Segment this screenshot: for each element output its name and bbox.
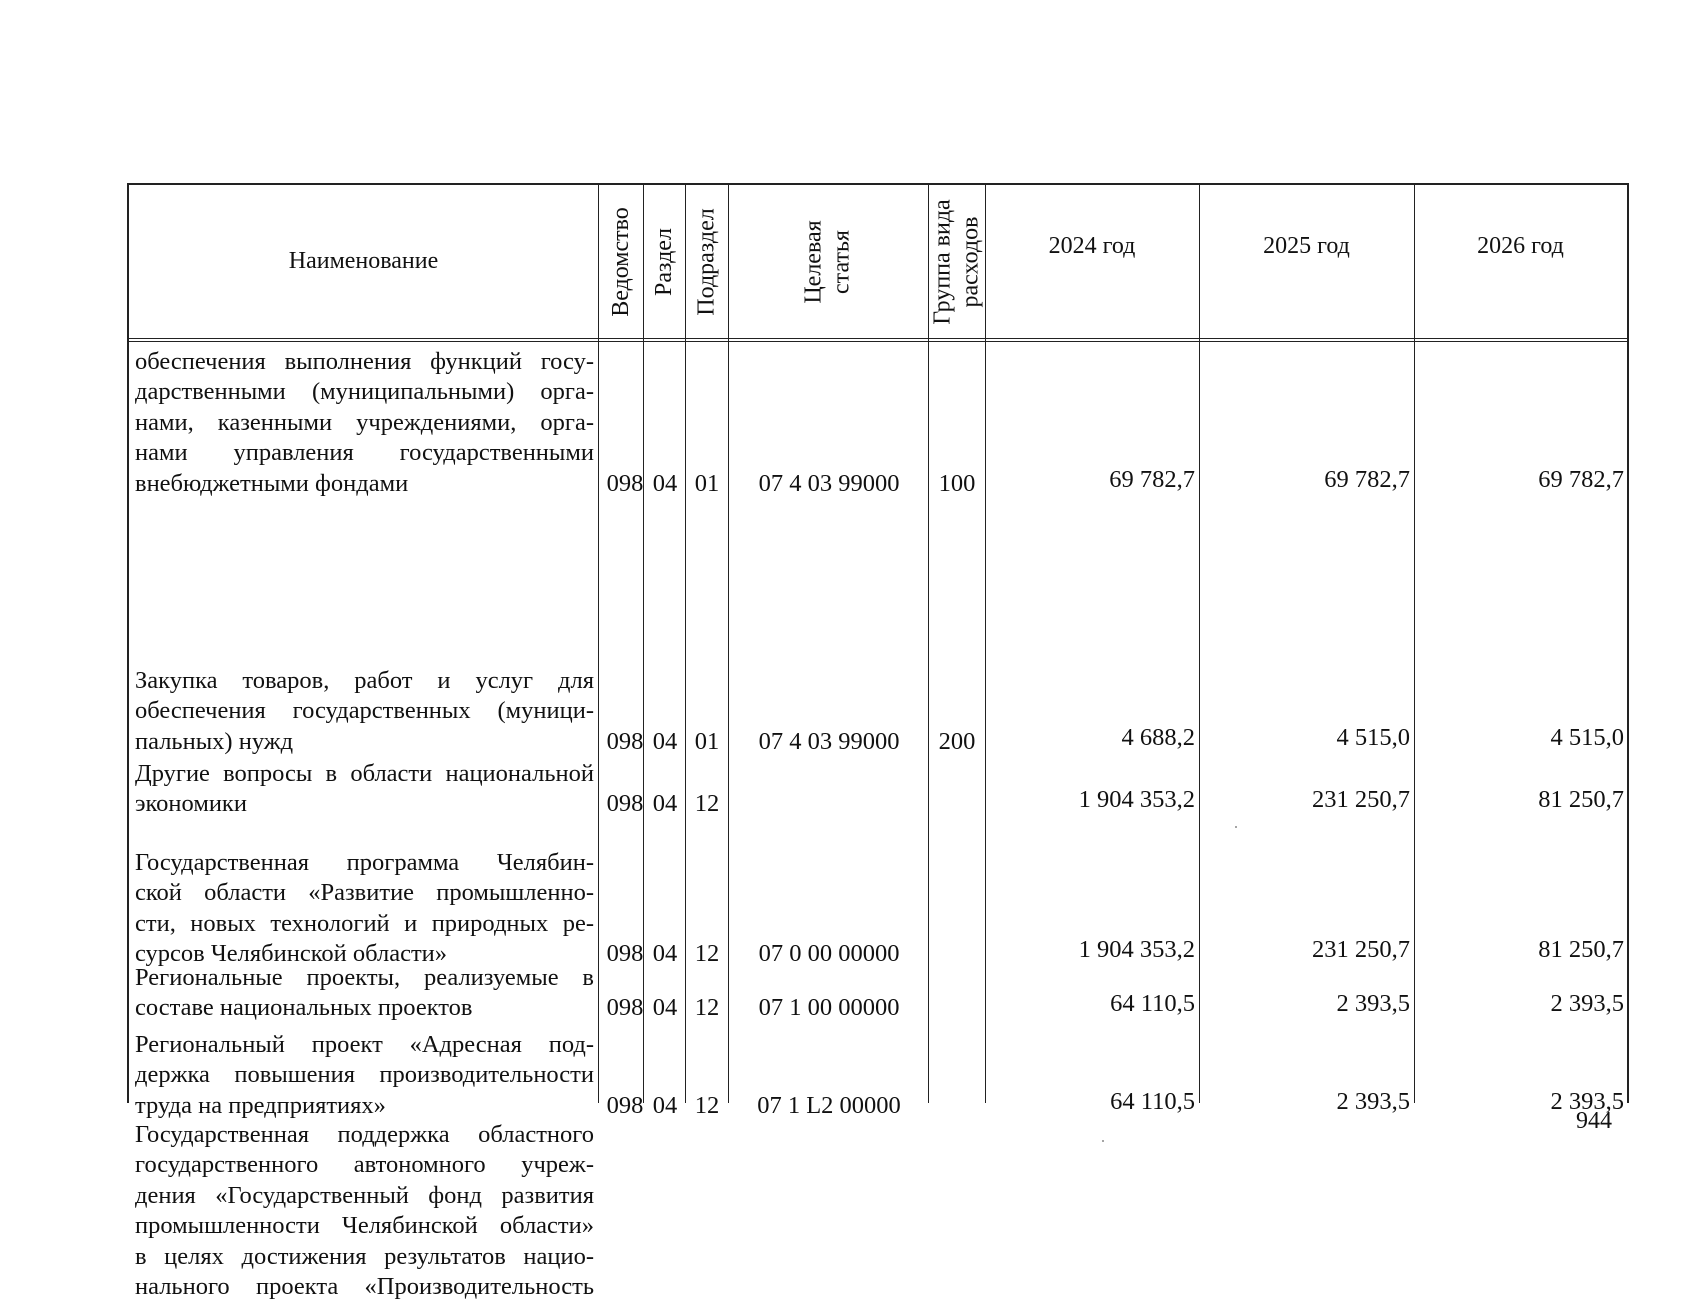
- header-podrazdel: [685, 185, 728, 338]
- cell-razdel: 04: [652, 469, 678, 497]
- cell-razdel: 04: [652, 994, 678, 1022]
- cell-razdel: 04: [652, 940, 678, 968]
- header-2024-label: 2024 год: [1048, 233, 1136, 259]
- row-name-line: Закупка товаров, работ и услуг для: [135, 667, 594, 694]
- cell-podrazdel: 12: [694, 790, 720, 818]
- header-2026-label: 2026 год: [1477, 233, 1564, 259]
- header-podrazdel-label: Подраздел: [693, 207, 720, 316]
- header-celevaya-line2: статья: [828, 229, 855, 294]
- header-divider: [129, 338, 1627, 339]
- row-name-line: обеспечения выполнения функций госу-: [135, 348, 594, 375]
- row-name: [135, 1030, 594, 1121]
- cell-y2025: 69 782,7: [1324, 465, 1410, 493]
- header-name: [129, 185, 598, 338]
- row-name: [135, 963, 594, 1024]
- header-divider-thin: [129, 341, 1627, 342]
- cell-y2026: 2 393,5: [1550, 1087, 1624, 1115]
- cell-razdel: 04: [652, 727, 678, 755]
- cell-celevaya: 07 1 00 00000: [758, 994, 900, 1022]
- row-name-line: сти, новых технологий и природных ре-: [135, 909, 594, 937]
- cell-y2026: 81 250,7: [1538, 936, 1624, 964]
- cell-podrazdel: 12: [694, 1091, 720, 1119]
- cell-razdel: 04: [652, 1091, 678, 1119]
- cell-ved: 098: [606, 940, 644, 968]
- cell-podrazdel: 01: [694, 469, 720, 497]
- cell-y2024: 1 904 353,2: [1078, 786, 1195, 814]
- header-celevaya-line1: Целевая: [800, 219, 827, 304]
- cell-y2025: 2 393,5: [1336, 1087, 1410, 1115]
- cell-y2024: 1 904 353,2: [1078, 936, 1195, 964]
- cell-y2025: 231 250,7: [1312, 936, 1410, 964]
- cell-y2024: 64 110,5: [1110, 990, 1195, 1018]
- row-name-line: труда на предприятиях»: [135, 1091, 386, 1119]
- header-gruppa-line2: расходов: [957, 216, 984, 307]
- row-name: [135, 759, 594, 820]
- header-2025-label: 2025 год: [1263, 233, 1350, 259]
- header-razdel-label: Раздел: [651, 227, 678, 296]
- col-divider: [685, 185, 686, 1103]
- cell-celevaya: 07 4 03 99000: [758, 727, 900, 755]
- row-name-line: держка повышения производительности: [135, 1061, 594, 1089]
- row-name: [135, 848, 594, 970]
- row-name: [135, 1120, 594, 1302]
- row-name-line: Другие вопросы в области национальной: [135, 760, 594, 787]
- scan-speck: [1235, 826, 1237, 828]
- cell-celevaya: 07 4 03 99000: [758, 469, 900, 497]
- header-vedomstvo-label: Ведомство: [607, 206, 634, 317]
- cell-ved: 098: [606, 790, 644, 818]
- row-name-line: составе национальных проектов: [135, 994, 473, 1022]
- col-divider: [598, 185, 599, 1103]
- cell-y2024: 4 688,2: [1121, 723, 1195, 751]
- scan-speck: [1102, 1140, 1104, 1142]
- header-gruppa-line1: Группа вида: [929, 198, 956, 325]
- header-celevaya-label: [800, 220, 856, 303]
- header-name-label: Наименование: [288, 248, 439, 274]
- row-name-line: дарственными (муниципальными) орга-: [135, 378, 594, 406]
- header-2026: [1414, 185, 1627, 338]
- header-gruppa: [928, 185, 985, 338]
- cell-y2026: 69 782,7: [1538, 465, 1624, 493]
- row-name-line: дения «Государственный фонд развития: [135, 1181, 594, 1209]
- row-name-line: пальных) нужд: [135, 727, 294, 755]
- row-name-line: Государственная поддержка областного: [135, 1121, 594, 1148]
- row-name-line: внебюджетными фондами: [135, 469, 409, 497]
- col-divider: [985, 185, 986, 1103]
- row-name-line: Региональный проект «Адресная под-: [135, 1031, 594, 1058]
- cell-y2024: 64 110,5: [1110, 1087, 1195, 1115]
- header-gruppa-label: [929, 199, 985, 324]
- cell-podrazdel: 12: [694, 994, 720, 1022]
- cell-ved: 098: [606, 1091, 644, 1119]
- cell-celevaya: 07 1 L2 00000: [757, 1091, 901, 1119]
- row-name: [135, 666, 594, 757]
- cell-gruppa: 200: [938, 727, 976, 755]
- row-name-line: нами управления государственными: [135, 439, 594, 467]
- cell-ved: 098: [606, 469, 644, 497]
- cell-podrazdel: 12: [694, 940, 720, 968]
- cell-ved: 098: [606, 727, 644, 755]
- row-name-line: нами, казенными учреждениями, орга-: [135, 408, 594, 436]
- row-name-line: в целях достижения результатов нацио-: [135, 1242, 594, 1270]
- header-vedomstvo: [598, 185, 643, 338]
- row-name-line: обеспечения государственных (муници-: [135, 697, 594, 725]
- row-name-line: ской области «Развитие промышленно-: [135, 879, 594, 907]
- cell-y2025: 2 393,5: [1336, 990, 1410, 1018]
- row-name-line: нального проекта «Производительность: [135, 1273, 594, 1301]
- cell-y2026: 4 515,0: [1550, 723, 1624, 751]
- page-number: 944: [1576, 1108, 1612, 1134]
- cell-podrazdel: 01: [694, 727, 720, 755]
- header-razdel: [643, 185, 685, 338]
- row-name-line: промышленности Челябинской области»: [135, 1212, 594, 1240]
- cell-y2026: 81 250,7: [1538, 786, 1624, 814]
- row-name-line: экономики: [135, 790, 247, 818]
- cell-y2024: 69 782,7: [1109, 465, 1195, 493]
- cell-ved: 098: [606, 994, 644, 1022]
- cell-y2026: 2 393,5: [1550, 990, 1624, 1018]
- cell-y2025: 4 515,0: [1336, 723, 1410, 751]
- cell-gruppa: 100: [938, 469, 976, 497]
- row-name-line: сурсов Челябинской области»: [135, 940, 448, 968]
- col-divider: [1414, 185, 1415, 1103]
- row-name-line: Государственная программа Челябин-: [135, 849, 594, 876]
- cell-razdel: 04: [652, 790, 678, 818]
- header-2025: [1199, 185, 1414, 338]
- row-name: [135, 347, 594, 499]
- cell-y2025: 231 250,7: [1312, 786, 1410, 814]
- header-2024: [985, 185, 1199, 338]
- row-name-line: государственного автономного учреж-: [135, 1151, 594, 1179]
- col-divider: [1199, 185, 1200, 1103]
- row-name-line: Региональные проекты, реализуемые в: [135, 964, 594, 991]
- header-celevaya: [728, 185, 928, 338]
- cell-celevaya: 07 0 00 00000: [758, 940, 900, 968]
